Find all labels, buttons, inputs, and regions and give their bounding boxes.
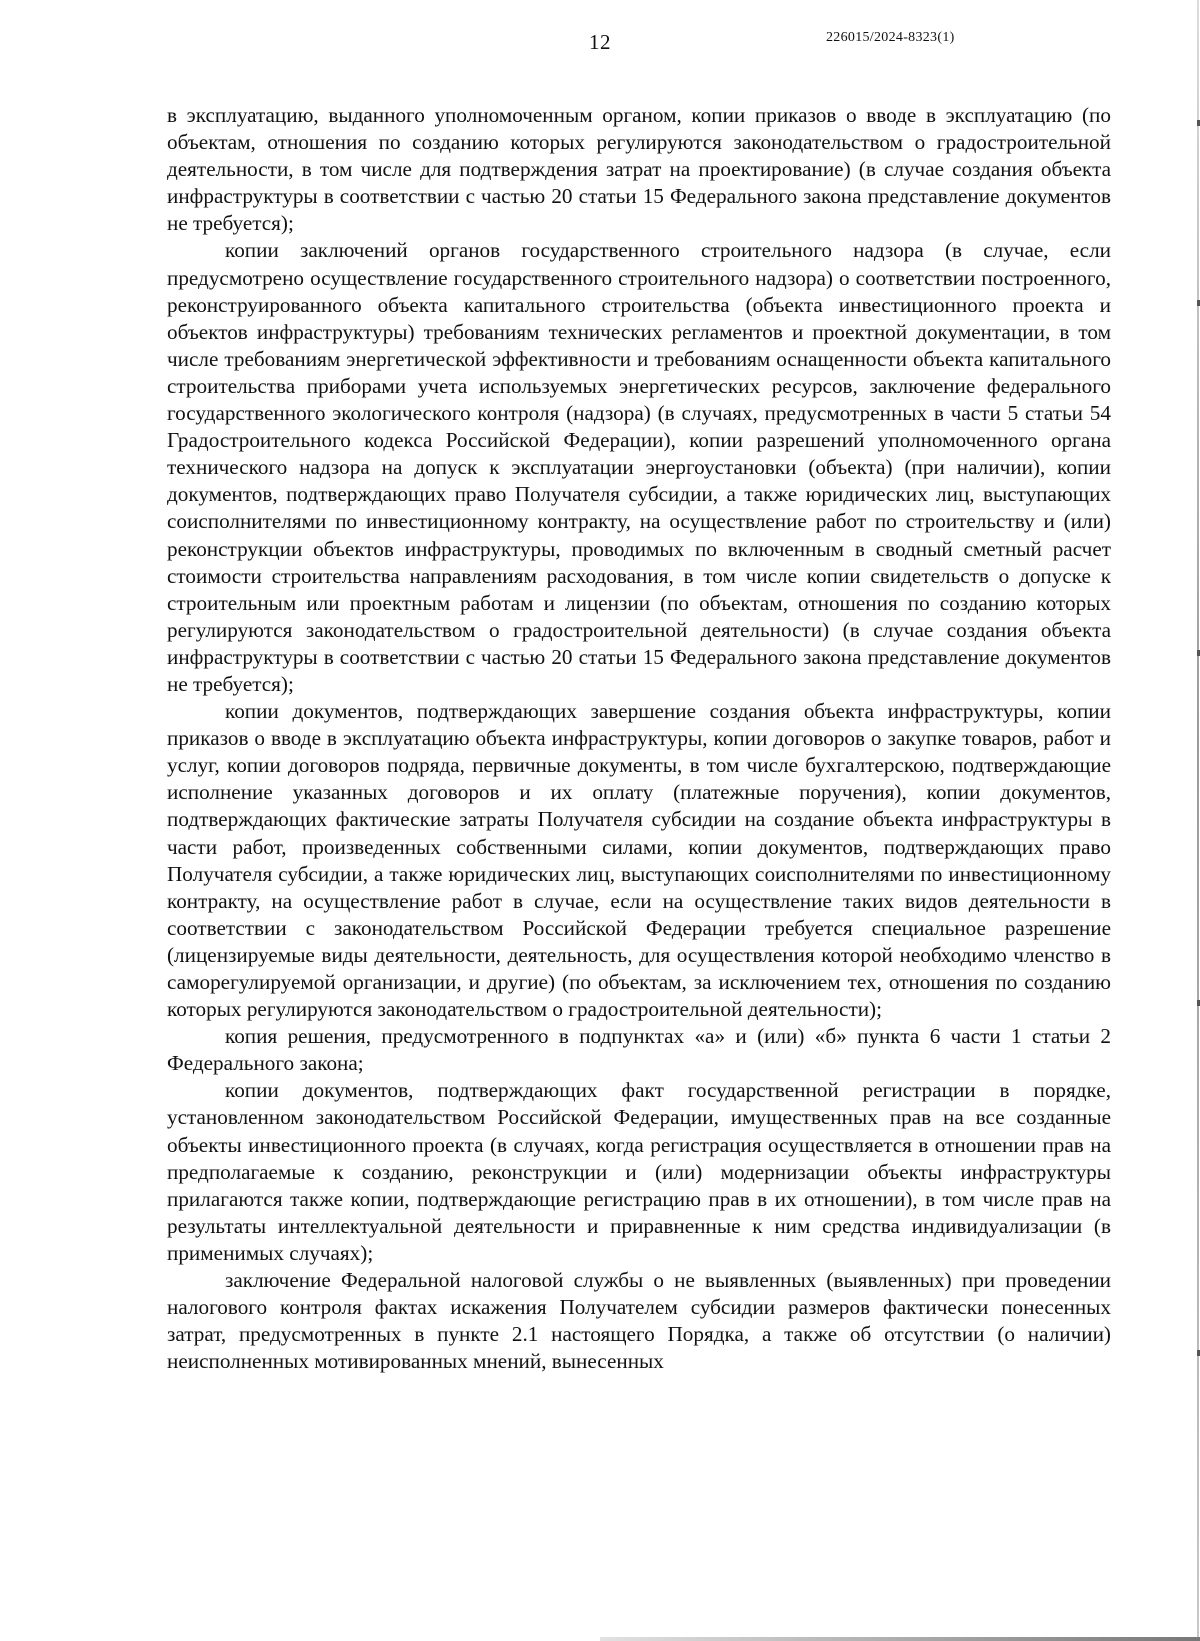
scan-edge-line [1197,0,1199,1641]
paragraph-completion-documents: копии документов, подтверждающих завершение создания объекта инфраструктуры, копии приказов о вводе в эксплуатацию объекта инфраструктуры, копии договоров о закупке товаров, работ и услуг, копии договоров подряда, первичные документы, в том числе бухгалтерскою, подтверждающие исполнение указанных договоров и их оплату (платежные поручения), копии документов, подтверждающих фактические затраты Получателя субсидии на создание объекта инфраструктуры в части работ, произведенных собственными силами, копии документов, подтверждающих право Получателя субсидии, а также юридических лиц, выступающих соисполнителями по инвестиционному контракту, на осуществление работ в случае, если на осуществление таких видов деятельности в соответствии с законодательством Российской Федерации требуется специальное разрешение (лицензируемые виды деятельности, деятельность, для осуществления которой необходимо членство в саморегулируемой организации, и другие) (по объектам, за исключением тех, отношения по созданию которых регулируются законодательством о градостроительной деятельности); [167,699,1111,1022]
paragraph-construction-supervision: копии заключений органов государственного строительного надзора (в случае, если предусмотрено осуществление государственного строительного надзора) о соответствии построенного, реконструированного объекта капитального строительства (объекта инвестиционного проекта и объектов инфраструктуры) требованиям технических регламентов и проектной документации, в том числе требованиям энергетической эффективности и требованиям оснащенности объекта капитального строительства приборами учета используемых энергетических ресурсов, заключение федерального государственного экологического контроля (надзора) (в случаях, предусмотренных в части 5 статьи 54 Градостроительного кодекса Российской Федерации), копии разрешений уполномоченного органа технического надзора на допуск к эксплуатации энергоустановки (объекта) (при наличии), копии документов, подтверждающих право Получателя субсидии, а также юридических лиц, выступающих соисполнителями по инвестиционному контракту, на осуществление работ по строительству и (или) реконструкции объектов инфраструктуры, проводимых по включенным в сводный сметный расчет стоимости строительства направлениям расходования, в том числе копии свидетельств о допуске к строительным или проектным работам и лицензии (по объектам, отношения по созданию которых регулируются законодательством о градостроительной деятельности) (в случае создания объекта инфраструктуры в соответствии с частью 20 статьи 15 Федерального закона представление документов не требуется); [167,238,1111,696]
document-id: 226015/2024-8323(1) [826,30,955,45]
paragraph-continuation: в эксплуатацию, выданного уполномоченным органом, копии приказов о вводе в эксплуатацию (по объектам, отношения по созданию которых регулируются законодательством о градостроительной деятельности, в том числе для подтверждения затрат на проектирование) (в случае создания объекта инфраструктуры в соответствии с частью 20 статьи 15 Федерального закона представление документов не требуется); [167,103,1111,236]
scan-bottom-edge [600,1637,1200,1641]
paragraph-decision-copy: копия решения, предусмотренного в подпунктах «а» и (или) «б» пункта 6 части 1 статьи 2 Федерального закона; [167,1024,1111,1076]
document-body [167,102,1111,1375]
page-number: 12 [589,30,611,54]
paragraph-tax-service-conclusion: заключение Федеральной налоговой службы о не выявленных (выявленных) при проведении налогового контроля фактах искажения Получателем субсидии размеров фактически понесенных затрат, предусмотренных в пункте 2.1 настоящего Порядка, а также об отсутствии (о наличии) неисполненных мотивированных мнений, вынесенных [167,1268,1111,1374]
paragraph-state-registration: копии документов, подтверждающих факт государственной регистрации в порядке, установленном законодательством Российской Федерации, имущественных прав на все созданные объекты инвестиционного проекта (в случаях, когда регистрация осуществляется в отношении прав на предполагаемые к созданию, реконструкции и (или) модернизации объекты инфраструктуры прилагаются также копии, подтверждающие регистрацию прав в их отношении), в том числе прав на результаты интеллектуальной деятельности и приравненные к ним средства индивидуализации (в применимых случаях); [167,1078,1111,1265]
